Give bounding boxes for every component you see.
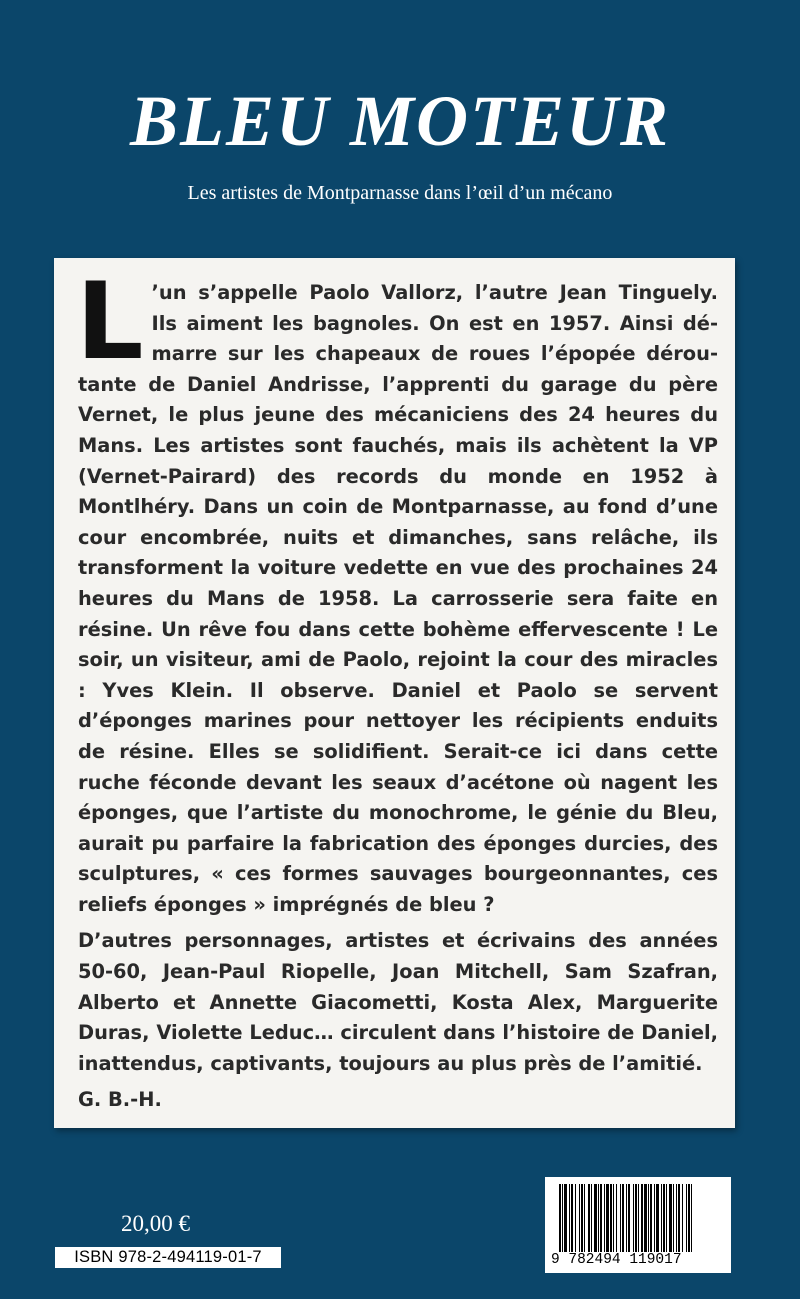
barcode-bar: [591, 1184, 592, 1256]
barcode-bar: [622, 1184, 624, 1256]
barcode-bar: [650, 1184, 652, 1256]
barcode-bar: [666, 1184, 667, 1256]
book-subtitle: Les artistes de Montparnasse dans l’œil d’un mécano: [187, 182, 613, 204]
barcode-bar: [564, 1184, 567, 1256]
barcode-bar: [686, 1184, 687, 1256]
barcode-bar: [688, 1184, 690, 1256]
barcode-bar: [644, 1184, 647, 1256]
barcode-bar: [676, 1184, 677, 1256]
barcode-bar: [656, 1184, 659, 1256]
barcode-bar: [594, 1184, 597, 1256]
barcode-bar: [616, 1184, 617, 1256]
barcode-bar: [579, 1184, 580, 1256]
barcode-bar: [648, 1184, 649, 1256]
blurb-paragraph-1: [76, 260, 718, 920]
barcode-bar: [598, 1184, 599, 1256]
barcode-bar: [575, 1184, 576, 1256]
isbn-label: ISBN 978-2-494119-01-7: [54, 1246, 282, 1269]
barcode-bar: [626, 1184, 627, 1256]
barcode-bar: [663, 1184, 665, 1256]
barcode-bar: [620, 1184, 621, 1256]
blurb-paragraph-1-text: ’un s’appelle Paolo Vallorz, l’autre Jean Tinguely. Ils aiment les bagnoles. On est en 1957. Ainsi démarre sur les chapeaux de roues l’épopée déroutante de Daniel Andrisse, l’apprenti du garage du père Vernet, le plus jeune des mécaniciens des 24 heures du Mans. Les artistes sont fauchés, mais ils achètent la VP (Vernet-Pairard) des records du monde en 1952 à Montlhéry. Dans un coin de Montparnasse, au fond d’une cour encombrée, nuits et dimanches, sans relâche, ils transforment la voiture vedette en vue des prochaines 24 heures du Mans de 1958. La carrosserie sera faite en résine. Un rêve fou dans cette bohème effervescente ! Le soir, un visiteur, ami de Paolo, rejoint la cour des miracles : Yves Klein. Il observe. Daniel et Paolo se servent d’éponges marines pour nettoyer les récipients enduits de résine. Elles se solidifient. Serait-ce ici dans cette ruche féconde devant les seaux d’acétone où nagent les éponges, que l’artiste du monochrome, le génie du Bleu, aurait pu parfaire la fabrication des éponges durcies, des sculptures, « ces formes sauvages bourgeonnantes, ces reliefs éponges » imprégnés de bleu ?: [78, 281, 718, 916]
barcode-bar: [562, 1184, 563, 1256]
barcode-bar: [569, 1184, 570, 1256]
drop-cap: L: [76, 260, 144, 383]
barcode-bar: [571, 1184, 573, 1256]
barcode-bar: [654, 1184, 655, 1256]
barcode-bar: [628, 1184, 630, 1256]
barcode-bar: [635, 1184, 637, 1256]
barcode-bar: [638, 1184, 639, 1256]
price-label: 20,00 €: [121, 1211, 190, 1236]
barcode-bar: [584, 1184, 585, 1256]
barcode-bar: [641, 1184, 643, 1256]
blurb-text: [76, 260, 718, 1122]
book-title: BLEU MOTEUR: [129, 81, 671, 161]
barcode-bars: [559, 1184, 723, 1256]
barcode-bar: [678, 1184, 680, 1256]
barcode-bar: [669, 1184, 672, 1256]
barcode-bar: [673, 1184, 674, 1256]
barcode: [545, 1177, 731, 1273]
barcode-bar: [613, 1184, 614, 1256]
barcode-digits: 9 782494 119017: [551, 1252, 727, 1268]
barcode-bar: [682, 1184, 683, 1256]
barcode-bar: [610, 1184, 612, 1256]
barcode-bar: [604, 1184, 605, 1256]
barcode-bar: [661, 1184, 662, 1256]
blurb-panel: [54, 258, 735, 1128]
barcode-bar: [588, 1184, 590, 1256]
barcode-bar: [581, 1184, 583, 1256]
barcode-bar: [606, 1184, 609, 1256]
barcode-bar: [600, 1184, 602, 1256]
author-signature: G. B.-H.: [78, 1088, 162, 1112]
barcode-bar: [691, 1184, 692, 1256]
barcode-bar: [633, 1184, 634, 1256]
blurb-paragraph-2: D’autres personnages, artistes et écrivains des années 50-60, Jean-Paul Riopelle, Joan Mitchell, Sam Szafran, Alberto et Annette Giacometti, Kosta Alex, Marguerite Duras, Violette Leduc… circulent dans l’histoire de Daniel, inattendus, captivants, toujours au plus près de l’amitié.: [78, 929, 718, 1075]
barcode-bar: [559, 1184, 561, 1256]
